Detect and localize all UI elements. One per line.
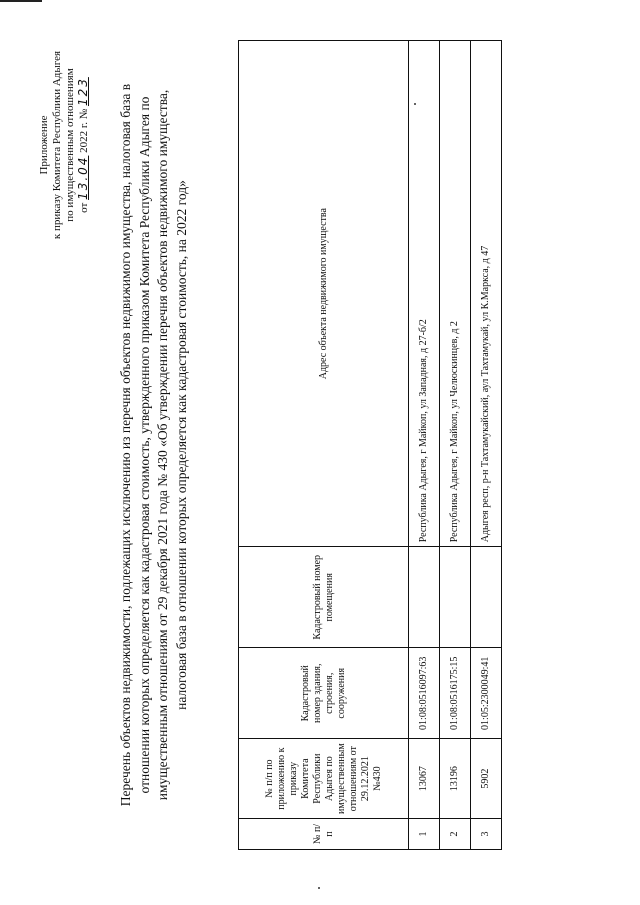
cell-premises-cadastral [471, 547, 502, 648]
header-order-number: № п/п по приложению к приказу Комитета Республики Адыгея по имущественным отношениям от 29.12.2021 №430 [239, 739, 409, 819]
header-building-cadastral: Кадастровый номер здания, строения, сооружения [239, 648, 409, 739]
scan-speck [318, 887, 320, 889]
document-heading: Перечень объектов недвижимости, подлежащих исключению из перечня объектов недвижимого имущества, налоговая база в отношении которых определяется как кадастровая стоимость, утвержденного приказом Комитета Республики Адыгея по имущественным отношениям от 29 декабря 2021 года № 430 «Об утверждении перечня объектов недвижимого имущества, налоговая база в отношении которых определяется как кадастровая стоимость, на 2022 год» [118, 83, 189, 807]
cell-row-number: 3 [471, 819, 502, 850]
appendix-title: Приложение [38, 115, 50, 175]
handwritten-date: 13.04 [76, 155, 90, 200]
rotated-document-page [20, 15, 600, 875]
cell-row-number: 1 [409, 819, 440, 850]
date-year: 2022 г. № [78, 108, 90, 153]
cell-address: Адыгея респ, р-н Тахтамукайский, аул Тахтамукай, ул К.Маркса, д 47 [471, 41, 502, 547]
handwritten-number: 123 [76, 77, 90, 107]
cell-building-cadastral: 01:08:0516097:63 [409, 648, 440, 739]
cell-building-cadastral: 01:08:0516175:15 [440, 648, 471, 739]
cell-order-number: 5902 [471, 739, 502, 819]
header-row-number: № п/п [239, 819, 409, 850]
header-premises-cadastral: Кадастровый номер помещения [239, 547, 409, 648]
cell-order-number: 13196 [440, 739, 471, 819]
table-row [409, 41, 440, 850]
cell-address: Республика Адыгея, г Майкоп, ул Челюскинцев, д 2 [440, 41, 471, 547]
cell-order-number: 13067 [409, 739, 440, 819]
table-row [440, 41, 471, 850]
cell-premises-cadastral [440, 547, 471, 648]
table-row [471, 41, 502, 850]
scan-edge-mark [0, 0, 42, 2]
header-address: Адрес объекта недвижимого имущества [239, 41, 409, 547]
cell-premises-cadastral [409, 547, 440, 648]
appendix-header [38, 25, 91, 265]
cell-building-cadastral: 01:05:2300049:41 [471, 648, 502, 739]
registry-table [238, 40, 502, 850]
appendix-line-1: к приказу Комитета Республики Адыгея [51, 50, 63, 240]
appendix-date-line [77, 25, 91, 265]
table-header-row [239, 41, 409, 850]
date-prefix: от [78, 202, 90, 213]
appendix-line-2: по имущественным отношениям [64, 68, 76, 222]
cell-row-number: 2 [440, 819, 471, 850]
cell-address: Республика Адыгея, г Майкоп, ул Западная, д 27-б/2 [409, 41, 440, 547]
